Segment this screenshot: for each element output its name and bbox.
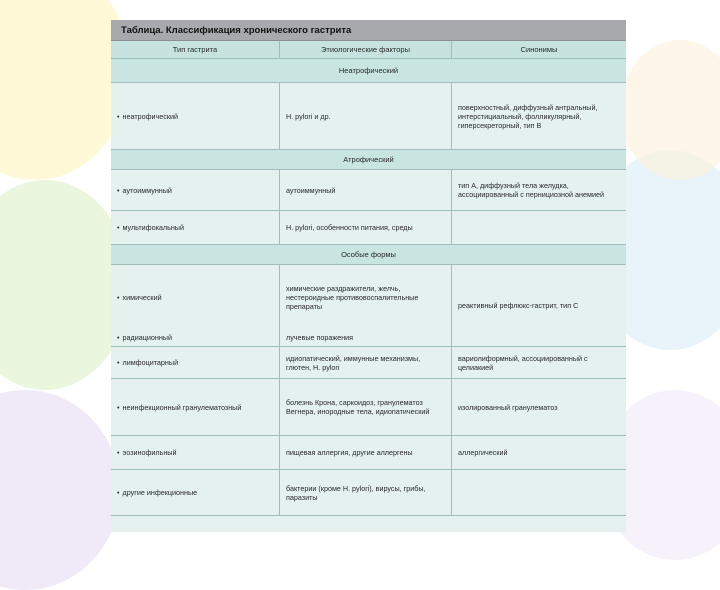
header-etiology: Этиологические факторы [280,41,452,59]
table-row-type [111,470,280,516]
section-atrophic: Атрофический [111,150,626,170]
table-row-etiology: H. pylori, особенности питания, среды [280,211,452,245]
table-row-type [111,211,280,245]
table-row-etiology: идиопатический, иммунные механизмы, глютен, H. pylori [280,347,452,379]
table-row-synonyms [452,211,626,245]
type-label: • химический [117,293,162,302]
section-nonatrophic: Неатрофический [111,59,626,83]
table-row-type [111,83,280,150]
table-row-synonyms: аллергический [452,436,626,470]
table-row-synonyms [452,470,626,516]
table-row-type [111,329,280,347]
section-special-forms: Особые формы [111,245,626,265]
table-row-type [111,436,280,470]
table-row-synonyms: вариолиформный, ассоциированный с целиакией [452,347,626,379]
table-row-type [111,347,280,379]
type-label: • эозинофильный [117,448,177,457]
table-row-etiology: пищевая аллергия, другие аллергены [280,436,452,470]
type-label: • радиационный [117,333,172,342]
table-row-synonyms: реактивный рефлюкс-гастрит, тип С [452,265,626,347]
table-row-etiology: бактерии (кроме H. pylori), вирусы, грибы, паразиты [280,470,452,516]
header-type: Тип гастрита [111,41,280,59]
table-row-type [111,379,280,436]
table-row-etiology: химические раздражители, желчь, нестероидные противовоспалительные препараты [280,265,452,329]
balloon-decoration [0,390,120,590]
type-label: • неатрофический [117,112,178,121]
table-row-synonyms: тип А, диффузный тела желудка, ассоциированный с пернициозной анемией [452,170,626,211]
type-label: • неинфекционный гранулематозный [117,403,241,412]
type-label: • аутоиммунный [117,186,172,195]
table-row-etiology: H. pylori и др. [280,83,452,150]
table-row-etiology: лучевые поражения [280,329,452,347]
type-label: • другие инфекционные [117,488,197,497]
gastritis-classification-table [111,20,626,532]
table-row-type [111,170,280,211]
type-label: • мультифокальный [117,223,184,232]
table-row-type [111,265,280,329]
table-row-etiology: аутоиммунный [280,170,452,211]
table-row-synonyms: изолированный гранулематоз [452,379,626,436]
type-label: • лимфоцитарный [117,358,178,367]
header-synonyms: Синонимы [452,41,626,59]
table-row-etiology: болезнь Крона, саркоидоз, гранулематоз Вегнера, инородные тела, идиопатический [280,379,452,436]
table-title: Таблица. Классификация хронического гастрита [111,20,626,41]
table-row-synonyms: поверхностный, диффузный антральный, интерстициальный, фолликулярный, гиперсекреторный, тип В [452,83,626,150]
